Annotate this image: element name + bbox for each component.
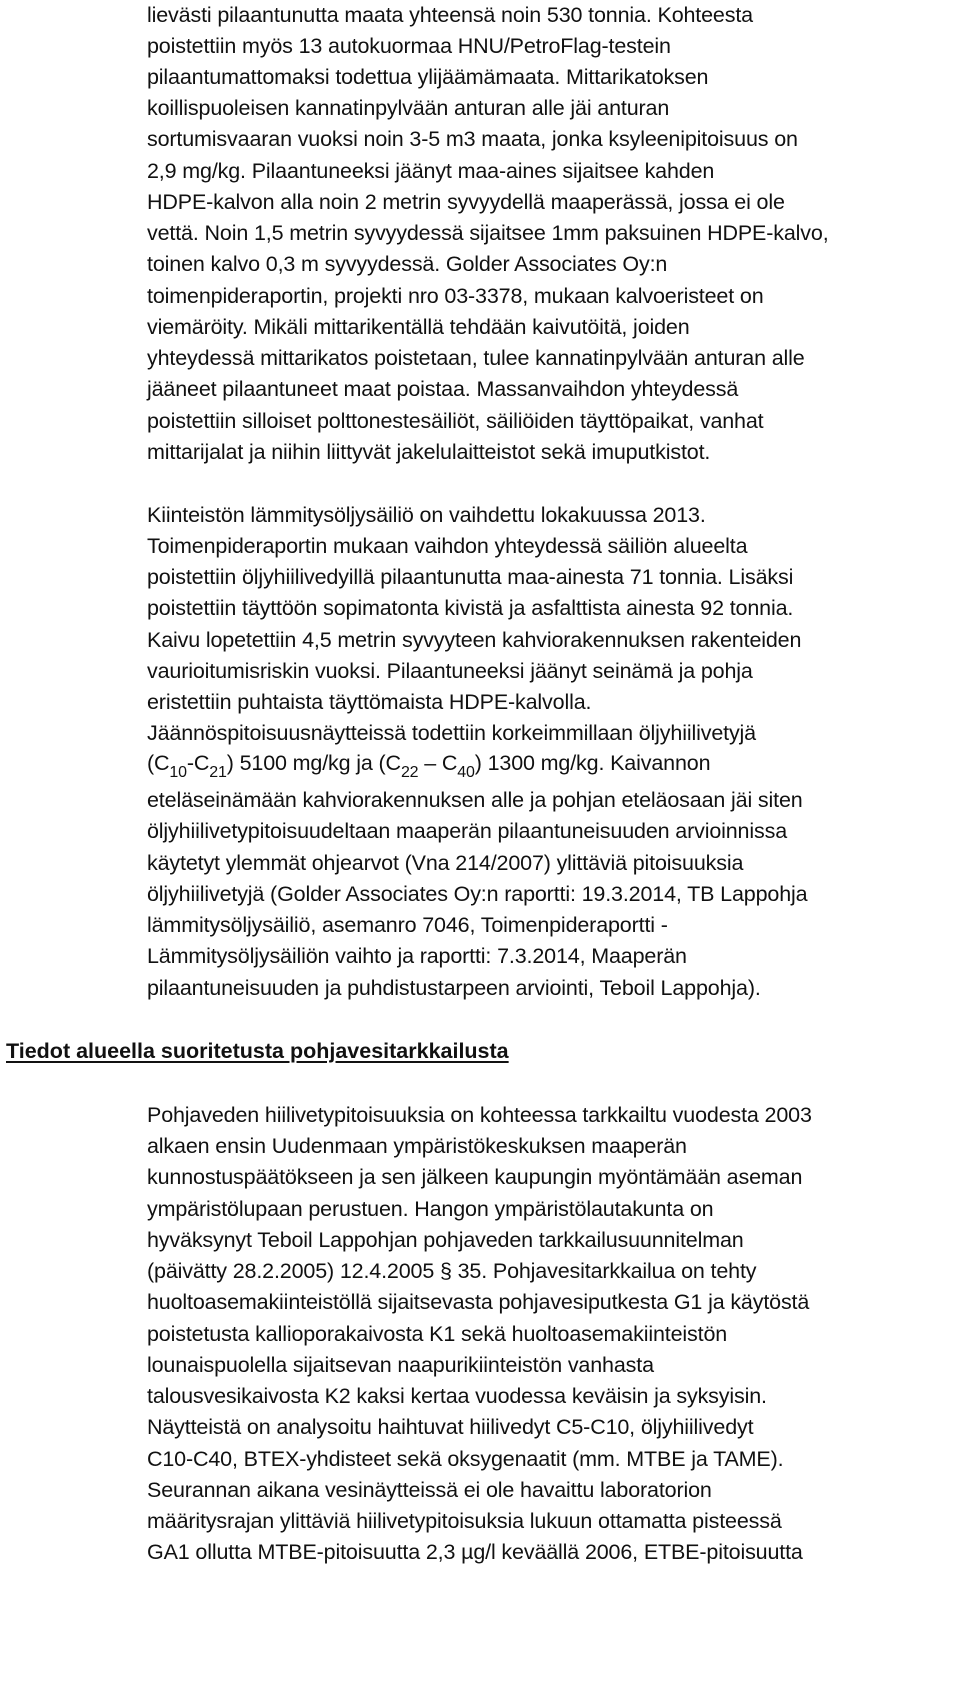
paragraph-3-line: huoltoasemakiinteistöllä sijaitsevasta pohjavesiputkesta G1 ja käytöstä (147, 1290, 810, 1314)
paragraph-1-line: jääneet pilaantuneet maat poistaa. Massanvaihdon yhteydessä (147, 377, 739, 401)
formula-text: ) 5100 mg/kg ja (C (226, 751, 401, 775)
paragraph-3-line: hyväksynyt Teboil Lappohjan pohjaveden tarkkailusuunnitelman (147, 1228, 744, 1252)
subscript: 22 (400, 764, 419, 781)
paragraph-1-line: sortumisvaaran vuoksi noin 3-5 m3 maata, jonka ksyleenipitoisuus on (147, 127, 798, 151)
formula-text: – C (418, 751, 458, 775)
paragraph-3-line: Näytteistä on analysoitu haihtuvat hiilivedyt C5-C10, öljyhiilivedyt (147, 1415, 754, 1439)
paragraph-3-line: määritysrajan ylittäviä hiilivetypitoisuksia lukuun ottamatta pisteessä (147, 1509, 782, 1533)
subscript: 21 (209, 764, 227, 781)
paragraph-2-line: Kaivu lopetettiin 4,5 metrin syvyyteen kahviorakennuksen rakenteiden (147, 628, 802, 652)
paragraph-2-line: öljyhiilivetyjä (Golder Associates Oy:n raportti: 19.3.2014, TB Lappohja (147, 882, 808, 906)
paragraph-1-line: yhteydessä mittarikatos poistetaan, tulee kannatinpylvään anturan alle (147, 346, 805, 370)
paragraph-3-line: kunnostuspäätökseen ja sen jälkeen kaupungin myöntämään aseman (147, 1165, 803, 1189)
paragraph-1-line: mittarijalat ja niihin liittyvät jakelulaitteistot sekä imuputkistot. (147, 440, 711, 464)
paragraph-1-line: vettä. Noin 1,5 metrin syvyydessä sijaitsee 1mm paksuinen HDPE-kalvo, (147, 221, 829, 245)
paragraph-2-line: vaurioitumisriskin vuoksi. Pilaantuneeksi jäänyt seinämä ja pohja (147, 659, 753, 683)
paragraph-3-line: (päivätty 28.2.2005) 12.4.2005 § 35. Pohjavesitarkkailua on tehty (147, 1259, 757, 1283)
paragraph-2-line: eristettiin puhtaista täyttömaista HDPE-kalvolla. (147, 690, 592, 714)
paragraph-2-line: Jäännöspitoisuusnäytteissä todettiin korkeimmillaan öljyhiilivetyjä (147, 721, 756, 745)
paragraph-2-line: Lämmitysöljysäiliön vaihto ja raportti: 7.3.2014, Maaperän (147, 944, 687, 968)
paragraph-2-line: poistettiin öljyhiilivedyillä pilaantunutta maa-ainesta 71 tonnia. Lisäksi (147, 565, 794, 589)
paragraph-1-line: toimenpideraportin, projekti nro 03-3378, mukaan kalvoeristeet on (147, 284, 764, 308)
paragraph-3-line: poistetusta kallioporakaivosta K1 sekä huoltoasemakiinteistön (147, 1322, 728, 1346)
paragraph-2-line: Toimenpideraportin mukaan vaihdon yhteydessä säiliön alueelta (147, 534, 748, 558)
paragraph-3-line: Seurannan aikana vesinäytteissä ei ole havaittu laboratorion (147, 1478, 712, 1502)
paragraph-1-line: koillispuoleisen kannatinpylvään anturan alle jäi anturan (147, 96, 670, 120)
paragraph-1-line: viemäröity. Mikäli mittarikentällä tehdään kaivutöitä, joiden (147, 315, 690, 339)
paragraph-2-line: poistettiin täyttöön sopimatonta kivistä ja asfalttista ainesta 92 tonnia. (147, 596, 794, 620)
paragraph-1-line: pilaantumattomaksi todettua ylijäämämaata. Mittarikatoksen (147, 65, 709, 89)
paragraph-1-line: lievästi pilaantunutta maata yhteensä noin 530 tonnia. Kohteesta (147, 3, 753, 27)
paragraph-2-line: Kiinteistön lämmitysöljysäiliö on vaihdettu lokakuussa 2013. (147, 503, 706, 527)
paragraph-1-line: poistettiin myös 13 autokuormaa HNU/PetroFlag-testein (147, 34, 671, 58)
paragraph-2-line: lämmitysöljysäiliö, asemanro 7046, Toimenpideraportti - (147, 913, 668, 937)
paragraph-1-line: toinen kalvo 0,3 m syvyydessä. Golder Associates Oy:n (147, 252, 668, 276)
subscript: 10 (169, 764, 187, 781)
paragraph-1-line: poistettiin silloiset polttonestesäiliöt, säiliöiden täyttöpaikat, vanhat (147, 409, 764, 433)
paragraph-2-line: käytetyt ylemmät ohjearvot (Vna 214/2007) ylittäviä pitoisuuksia (147, 851, 744, 875)
paragraph-2-line: eteläseinämään kahviorakennuksen alle ja pohjan eteläosaan jäi siten (147, 788, 803, 812)
paragraph-3-line: talousvesikaivosta K2 kaksi kertaa vuodessa keväisin ja syksyisin. (147, 1384, 767, 1408)
paragraph-3-line: lounaispuolella sijaitsevan naapurikiinteistön vanhasta (147, 1353, 654, 1377)
paragraph-1-line: HDPE-kalvon alla noin 2 metrin syvyydellä maaperässä, jossa ei ole (147, 190, 785, 214)
paragraph-3-line: C10-C40, BTEX-yhdisteet sekä oksygenaatit (mm. MTBE ja TAME). (147, 1447, 784, 1471)
formula-text: (C (147, 751, 170, 775)
section-heading: Tiedot alueella suoritetusta pohjavesitarkkailusta (6, 1039, 509, 1063)
paragraph-3-line: GA1 ollutta MTBE-pitoisuutta 2,3 µg/l keväällä 2006, ETBE-pitoisuutta (147, 1540, 803, 1564)
subscript: 40 (457, 764, 475, 781)
paragraph-1-line: 2,9 mg/kg. Pilaantuneeksi jäänyt maa-aines sijaitsee kahden (147, 159, 715, 183)
paragraph-3-line: Pohjaveden hiilivetypitoisuuksia on kohteessa tarkkailtu vuodesta 2003 (147, 1103, 812, 1127)
paragraph-2-line: pilaantuneisuuden ja puhdistustarpeen arviointi, Teboil Lappohja). (147, 976, 761, 1000)
formula-text: -C (186, 751, 210, 775)
formula-line (147, 751, 711, 781)
paragraph-2-line: öljyhiilivetypitoisuudeltaan maaperän pilaantuneisuuden arvioinnissa (147, 819, 787, 843)
formula-text: ) 1300 mg/kg. Kaivannon (474, 751, 711, 775)
paragraph-3-line: ympäristölupaan perustuen. Hangon ympäristölautakunta on (147, 1197, 714, 1221)
paragraph-3-line: alkaen ensin Uudenmaan ympäristökeskuksen maaperän (147, 1134, 687, 1158)
